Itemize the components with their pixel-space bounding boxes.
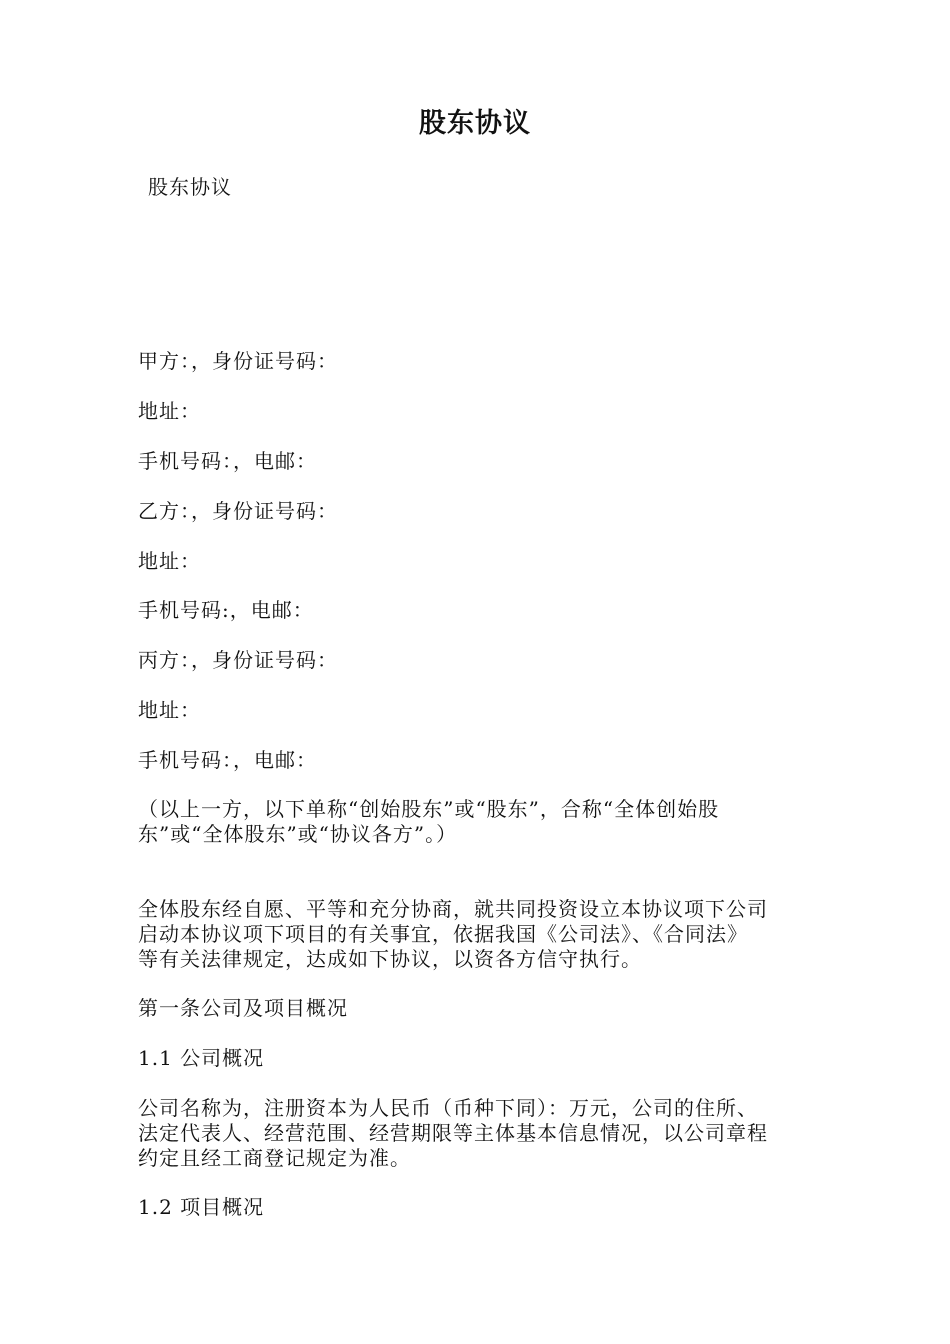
- document-subtitle: 股东协议: [148, 175, 232, 199]
- party-c-address-line: 地址：: [138, 698, 201, 722]
- intro-line: 等有关法律规定，达成如下协议，以资各方信守执行。: [138, 947, 642, 971]
- party-b-address-line: 地址：: [138, 549, 201, 573]
- section-1-1-line: 法定代表人、经营范围、经营期限等主体基本信息情况，以公司章程: [138, 1121, 768, 1145]
- intro-paragraph: [138, 897, 818, 972]
- document-title: 股东协议: [419, 108, 531, 139]
- party-a-address-line: 地址：: [138, 399, 201, 423]
- parties-note-line: 东”或“全体股东”或“协议各方”。）: [138, 822, 458, 846]
- party-b-id-line: 乙方：，身份证号码：: [138, 499, 338, 523]
- section-1-1-line: 公司名称为，注册资本为人民币（币种下同）：万元，公司的住所、: [138, 1096, 758, 1120]
- parties-note-line: （以上一方，以下单称“创始股东”或“股东”，合称“全体创始股: [138, 797, 720, 821]
- parties-note-paragraph: [138, 797, 818, 847]
- party-a-id-line: 甲方：，身份证号码：: [138, 349, 338, 373]
- article-1-heading: 第一条公司及项目概况: [138, 996, 348, 1020]
- intro-line: 全体股东经自愿、平等和充分协商，就共同投资设立本协议项下公司: [138, 897, 768, 921]
- section-1-1-heading: 1.1 公司概况: [138, 1046, 265, 1070]
- section-1-1-paragraph: [138, 1096, 818, 1171]
- section-1-1-line: 约定且经工商登记规定为准。: [138, 1146, 411, 1170]
- party-b-contact-line: 手机号码:，电邮：: [138, 598, 314, 622]
- party-c-contact-line: 手机号码：，电邮：: [138, 748, 317, 772]
- intro-line: 启动本协议项下项目的有关事宜，依据我国《公司法》、《合同法》: [138, 922, 748, 946]
- party-c-id-line: 丙方：，身份证号码：: [138, 648, 338, 672]
- party-a-contact-line: 手机号码：，电邮：: [138, 449, 317, 473]
- section-1-2-heading: 1.2 项目概况: [138, 1195, 265, 1219]
